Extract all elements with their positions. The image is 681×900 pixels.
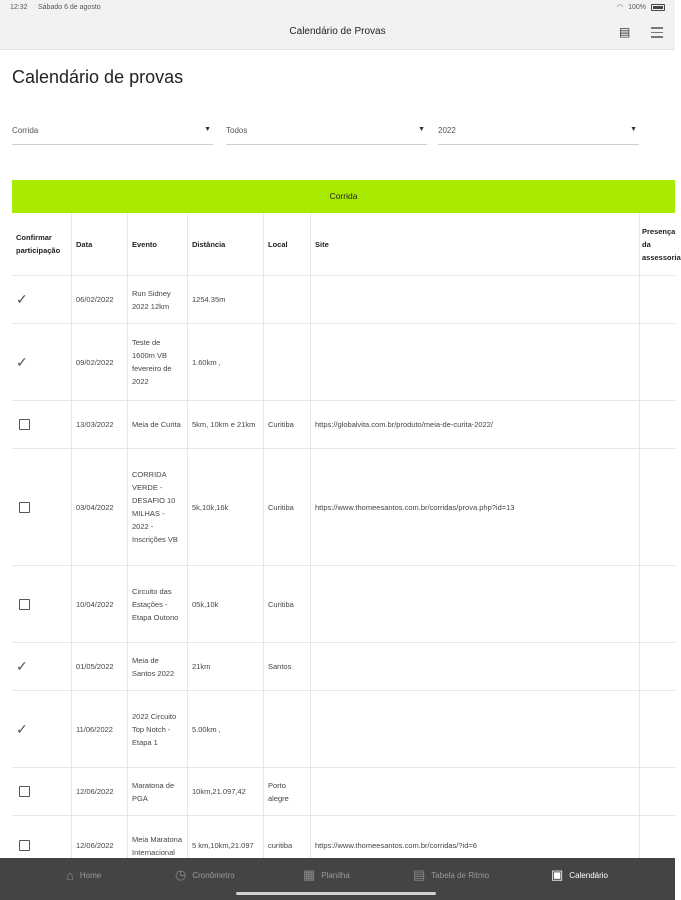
cell-evento: Meia Maratona Internacional — [127, 816, 187, 875]
nav-cronometro-label: Cronômetro — [192, 870, 235, 880]
cell-distancia: 10km,21.097,42 — [187, 768, 263, 815]
cell-presenca — [639, 566, 675, 642]
calendar-icon: ▣ — [551, 867, 564, 882]
dropdown-arrow-icon: ▼ — [630, 126, 637, 133]
menu-icon[interactable] — [651, 27, 663, 38]
cell-evento: Maratona de PGA — [127, 768, 187, 815]
cell-evento: CORRIDA VERDE - DESAFIO 10 MILHAS - 2022 - Inscrições VB — [127, 449, 187, 565]
cell-distancia: 05k,10k — [187, 566, 263, 642]
check-icon[interactable]: ✓ — [16, 353, 28, 370]
nav-calendario-label: Calendário — [569, 870, 608, 880]
cell-presenca — [639, 401, 675, 448]
cell-distancia: 5k,10k,16k — [187, 449, 263, 565]
cell-site — [310, 324, 639, 400]
cell-distancia: 21km — [187, 643, 263, 690]
cell-local — [263, 691, 310, 767]
battery-icon — [651, 4, 665, 11]
header-distancia: Distância — [187, 213, 263, 275]
check-icon[interactable]: ✓ — [16, 720, 28, 737]
cell-local: Santos — [263, 643, 310, 690]
modalidade-select[interactable] — [12, 116, 213, 145]
cell-site[interactable]: https://www.thomeesantos.com.br/corridas/?id=6 — [310, 816, 639, 875]
nav-planilha[interactable] — [303, 858, 350, 892]
stopwatch-icon: ◷ — [175, 867, 187, 882]
cell-data: 10/04/2022 — [71, 566, 127, 642]
nav-planilha-label: Planilha — [321, 870, 350, 880]
cell-presenca — [639, 449, 675, 565]
cell-confirmar — [12, 401, 71, 448]
cell-site — [310, 643, 639, 690]
header-presenca: Presença da assessoria — [639, 213, 675, 275]
checkbox[interactable] — [19, 599, 30, 610]
header-data: Data — [71, 213, 127, 275]
table-row — [12, 449, 675, 566]
header-confirmar: Confirmar participação — [16, 233, 61, 255]
dropdown-arrow-icon: ▼ — [418, 126, 425, 133]
table-row — [12, 643, 675, 691]
tipo-select[interactable] — [226, 116, 427, 145]
home-indicator[interactable] — [236, 892, 436, 895]
cell-evento: Run Sidney 2022 12km — [127, 276, 187, 323]
cell-site — [310, 276, 639, 323]
cell-distancia: 5km, 10km e 21km — [187, 401, 263, 448]
dropdown-arrow-icon: ▼ — [204, 126, 211, 133]
cell-data: 11/06/2022 — [71, 691, 127, 767]
cell-local: Curitiba — [263, 566, 310, 642]
nav-home-label: Home — [79, 870, 102, 880]
chat-icon[interactable]: ▤ — [619, 25, 631, 39]
cell-data: 12/06/2022 — [71, 816, 127, 875]
cell-site — [310, 768, 639, 815]
cell-confirmar — [12, 566, 71, 642]
cell-distancia: 1.60km , — [187, 324, 263, 400]
cell-evento: Meia de Santos 2022 — [127, 643, 187, 690]
page-title: Calendário de provas — [12, 67, 184, 87]
status-time: 12:32 — [10, 4, 28, 11]
ano-select[interactable] — [438, 116, 639, 145]
nav-cronometro[interactable] — [175, 858, 235, 892]
home-icon: ⌂ — [66, 867, 74, 883]
cell-presenca — [639, 276, 675, 323]
modalidade-value: Corrida — [12, 126, 39, 135]
ano-value: 2022 — [438, 126, 456, 135]
spreadsheet-icon: ▦ — [303, 867, 316, 882]
cell-data: 09/02/2022 — [71, 324, 127, 400]
cell-confirmar — [12, 449, 71, 565]
cell-site — [310, 566, 639, 642]
cell-data: 03/04/2022 — [71, 449, 127, 565]
header-site: Site — [310, 213, 639, 275]
cell-local — [263, 276, 310, 323]
cell-local: Curitiba — [263, 401, 310, 448]
table-row — [12, 324, 675, 401]
wifi-icon: ◠ — [616, 4, 624, 11]
cell-evento: Teste de 1600m VB fevereiro de 2022 — [127, 324, 187, 400]
cell-site[interactable]: https://globalvita.com.br/produto/meia-de-curita-2022/ — [310, 401, 639, 448]
cell-data: 06/02/2022 — [71, 276, 127, 323]
cell-data: 12/06/2022 — [71, 768, 127, 815]
table-row — [12, 401, 675, 449]
checkbox[interactable] — [19, 502, 30, 513]
section-header: Corrida — [12, 180, 675, 213]
table-row — [12, 768, 675, 816]
cell-confirmar — [12, 643, 71, 690]
cell-distancia: 5 km,10km,21.097 — [187, 816, 263, 875]
app-bar — [0, 16, 675, 50]
cell-confirmar — [12, 276, 71, 323]
battery-percent: 100% — [628, 3, 646, 11]
cell-local — [263, 324, 310, 400]
cell-presenca — [639, 768, 675, 815]
check-icon[interactable]: ✓ — [16, 658, 28, 674]
checkbox[interactable] — [19, 840, 30, 851]
cell-evento: Meia de Curita — [127, 401, 187, 448]
cell-data: 13/03/2022 — [71, 401, 127, 448]
nav-tabela-ritmo-label: Tabela de Ritmo — [431, 870, 490, 880]
cell-presenca — [639, 643, 675, 690]
nav-calendario[interactable] — [551, 858, 608, 892]
cell-site[interactable]: https://www.thomeesantos.com.br/corridas/prova.php?id=13 — [310, 449, 639, 565]
checkbox[interactable] — [19, 419, 30, 430]
checkbox[interactable] — [19, 786, 30, 797]
status-bar — [0, 0, 675, 16]
cell-confirmar — [12, 691, 71, 767]
table-row — [12, 566, 675, 643]
cell-data: 01/05/2022 — [71, 643, 127, 690]
app-bar-title: Calendário de Provas — [289, 26, 386, 37]
header-evento: Evento — [127, 213, 187, 275]
status-indicators — [617, 3, 665, 11]
cell-distancia: 5.00km , — [187, 691, 263, 767]
table-header-row — [12, 213, 681, 276]
cell-local: Curitiba — [263, 449, 310, 565]
header-local: Local — [263, 213, 310, 275]
cell-distancia: 1254.35m — [187, 276, 263, 323]
cell-confirmar — [12, 324, 71, 400]
check-icon[interactable]: ✓ — [16, 291, 28, 307]
pace-table-icon: ▤ — [413, 867, 426, 882]
cell-site — [310, 691, 639, 767]
cell-evento: 2022 Circuito Top Notch - Etapa 1 — [127, 691, 187, 767]
nav-tabela-ritmo[interactable] — [413, 858, 489, 892]
cell-presenca — [639, 324, 675, 400]
cell-local: curitiba — [263, 816, 310, 875]
status-date: Sábado 6 de agosto — [38, 4, 101, 11]
cell-confirmar — [12, 768, 71, 815]
table-row — [12, 691, 675, 768]
nav-home[interactable] — [66, 858, 101, 892]
tipo-value: Todos — [226, 126, 248, 135]
cell-local: Porto alegre — [263, 768, 310, 815]
cell-evento: Circuito das Estações - Etapa Outono — [127, 566, 187, 642]
table-row — [12, 276, 675, 324]
cell-presenca — [639, 691, 675, 767]
